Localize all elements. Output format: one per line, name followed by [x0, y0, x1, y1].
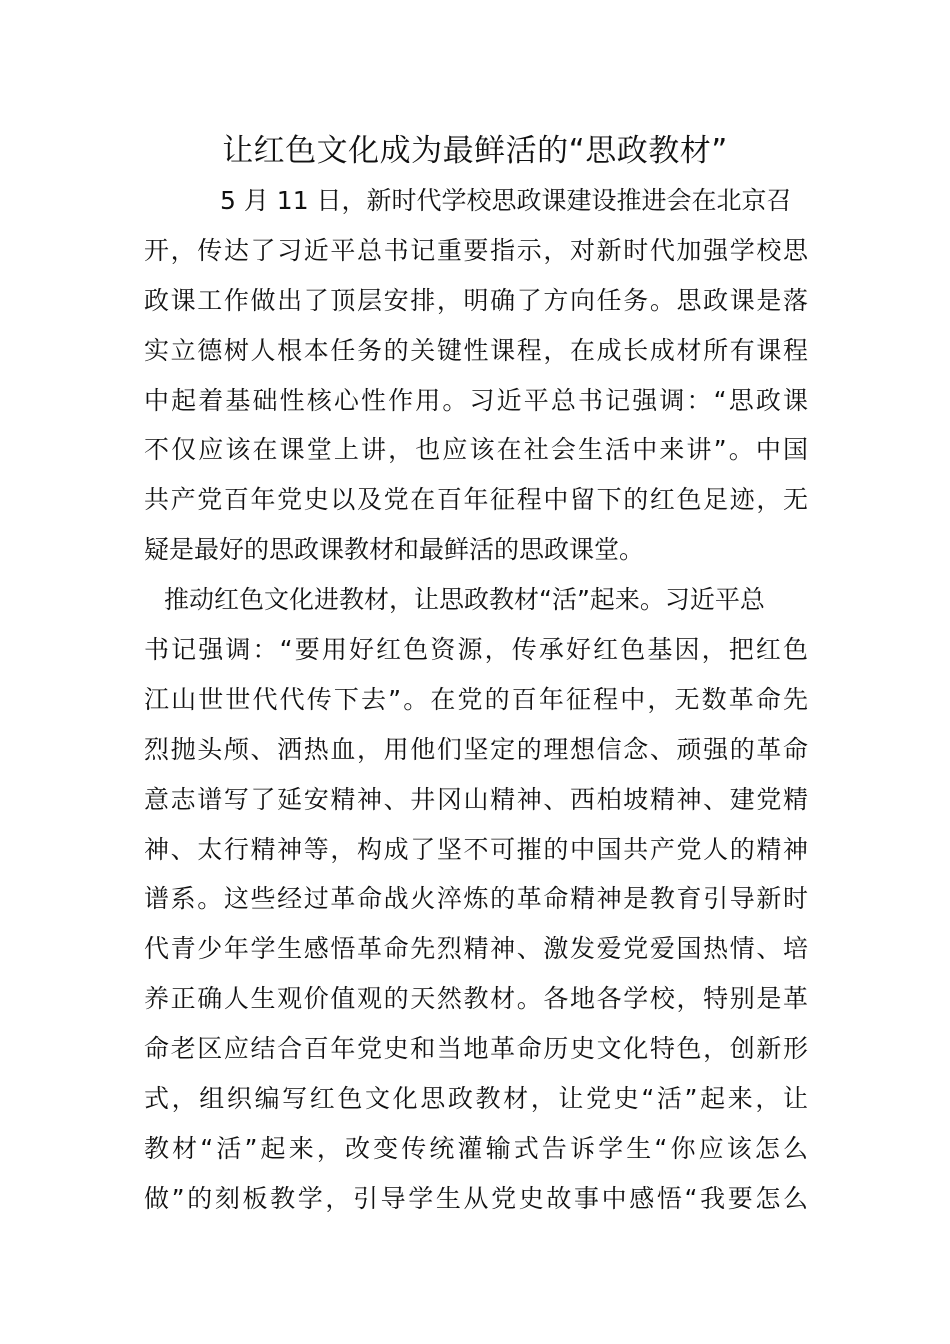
text-line: 代青少年学生感悟革命先烈精神、激发爱党爱国热情、培 — [144, 934, 808, 964]
text-line: 实立德树人根本任务的关键性课程，在成长成材所有课程 — [144, 335, 808, 365]
text-line: 命老区应结合百年党史和当地革命历史文化特色，创新形 — [144, 1034, 808, 1064]
text-line: 共产党百年党史以及党在百年征程中留下的红色足迹，无 — [144, 485, 808, 515]
text-line: 教材“活”起来，改变传统灌输式告诉学生“你应该怎么 — [144, 1133, 808, 1163]
text-line: 5 月 11 日，新时代学校思政课建设推进会在北京召 — [220, 186, 792, 215]
document-title: 让红色文化成为最鲜活的“思政教材” — [222, 133, 728, 169]
text-line: 意志谱写了延安精神、井冈山精神、西柏坡精神、建党精 — [144, 784, 808, 814]
text-line: 中起着基础性核心性作用。习近平总书记强调：“思政课 — [144, 385, 808, 415]
text-line: 开，传达了习近平总书记重要指示，对新时代加强学校思 — [144, 235, 808, 265]
text-line: 谱系。这些经过革命战火淬炼的革命精神是教育引导新时 — [144, 884, 808, 914]
text-line: 不仅应该在课堂上讲，也应该在社会生活中来讲”。中国 — [144, 435, 808, 465]
text-line: 养正确人生观价值观的天然教材。各地各学校，特别是革 — [144, 984, 808, 1014]
text-line: 推动红色文化进教材，让思政教材“活”起来。习近平总 — [164, 585, 765, 615]
text-line: 做”的刻板教学，引导学生从党史故事中感悟“我要怎么 — [144, 1183, 808, 1213]
text-line: 烈抛头颅、洒热血，用他们坚定的理想信念、顽强的革命 — [144, 734, 808, 764]
text-line: 书记强调：“要用好红色资源，传承好红色基因，把红色 — [144, 635, 808, 665]
text-line: 式，组织编写红色文化思政教材，让党史“活”起来，让 — [144, 1084, 808, 1114]
text-line: 神、太行精神等，构成了坚不可摧的中国共产党人的精神 — [144, 834, 808, 864]
paragraph-1 — [144, 176, 808, 575]
document-body — [144, 176, 808, 1224]
paragraph-2 — [144, 575, 808, 1224]
text-line: 疑是最好的思政课教材和最鲜活的思政课堂。 — [144, 535, 645, 565]
text-line: 政课工作做出了顶层安排，明确了方向任务。思政课是落 — [144, 285, 808, 315]
text-line: 江山世世代代传下去”。在党的百年征程中，无数革命先 — [144, 684, 808, 714]
